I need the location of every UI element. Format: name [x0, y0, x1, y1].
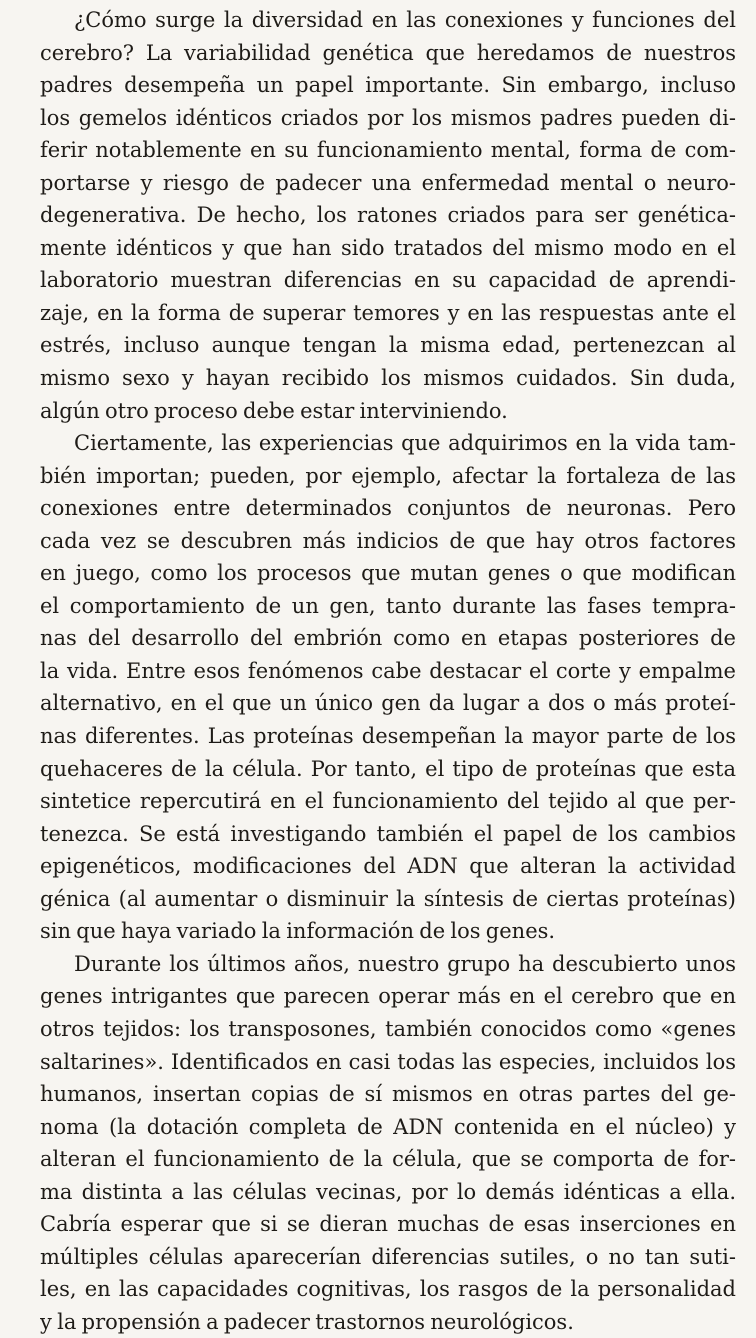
text-line: algún otro proceso debe estar interviniendo. [40, 398, 508, 423]
text-line: portarse y riesgo de padecer una enfermedad mental o neuro- [40, 170, 736, 195]
text-line: saltarines». Identificados en casi todas las especies, incluidos los [40, 1049, 736, 1074]
text-line: cada vez se descubren más indicios de que hay otros factores [40, 528, 736, 553]
text-line: degenerativa. De hecho, los ratones criados para ser genética- [40, 203, 736, 228]
text-line: humanos, insertan copias de sí mismos en otras partes del ge- [40, 1082, 736, 1107]
text-line: laboratorio muestran diferencias en su capacidad de aprendi- [40, 268, 736, 293]
text-line: ¿Cómo surge la diversidad en las conexiones y funciones del [74, 8, 736, 32]
text-line: la vida. Entre esos fenómenos cabe destacar el corte y empalme [40, 658, 736, 683]
article-body [40, 4, 736, 1338]
text-line: bién importan; pueden, por ejemplo, afectar la fortaleza de las [40, 463, 736, 488]
text-line: cerebro? La variabilidad genética que heredamos de nuestros [40, 40, 736, 65]
text-line: ma distinta a las células vecinas, por lo demás idénticas a ella. [40, 1179, 736, 1204]
text-line: ferir notablemente en su funcionamiento mental, forma de com- [40, 138, 736, 163]
text-line: estrés, incluso aunque tengan la misma edad, pertenezcan al [40, 333, 736, 358]
text-line: mente idénticos y que han sido tratados del mismo modo en el [40, 235, 736, 260]
text-line: sin que haya variado la información de los genes. [40, 919, 556, 944]
text-line: zaje, en la forma de superar temores y en las respuestas ante el [40, 300, 736, 325]
text-line: quehaceres de la célula. Por tanto, el tipo de proteínas que esta [40, 756, 736, 781]
text-line: genes intrigantes que parecen operar más en el cerebro que en [40, 984, 736, 1009]
paragraph-2 [40, 427, 736, 948]
text-line: Ciertamente, las experiencias que adquirimos en la vida tam- [74, 431, 736, 456]
text-line: padres desempeña un papel importante. Sin embargo, incluso [40, 73, 736, 98]
text-line: noma (la dotación completa de ADN contenida en el núcleo) y [40, 1114, 736, 1139]
text-line: alternativo, en el que un único gen da lugar a dos o más proteí- [40, 691, 736, 716]
text-line: otros tejidos: los transposones, también conocidos como «genes [40, 1016, 736, 1041]
text-line: conexiones entre determinados conjuntos de neuronas. Pero [40, 496, 736, 521]
text-line: múltiples células aparecerían diferencias sutiles, o no tan suti- [40, 1244, 736, 1269]
text-line: Durante los últimos años, nuestro grupo ha descubierto unos [74, 951, 736, 976]
text-line: sintetice repercutirá en el funcionamiento del tejido al que per- [40, 789, 736, 814]
text-line: nas diferentes. Las proteínas desempeñan la mayor parte de los [40, 724, 736, 749]
text-line: los gemelos idénticos criados por los mismos padres pueden di- [40, 105, 736, 130]
text-line: nas del desarrollo del embrión como en etapas posteriores de [40, 626, 736, 651]
text-line: epigenéticos, modificaciones del ADN que alteran la actividad [40, 854, 736, 879]
text-line: el comportamiento de un gen, tanto durante las fases tempra- [40, 593, 736, 618]
paragraph-1 [40, 4, 736, 427]
text-line: alteran el funcionamiento de la célula, que se comporta de for- [40, 1147, 736, 1172]
text-line: tenezca. Se está investigando también el papel de los cambios [40, 821, 736, 846]
paragraph-3 [40, 948, 736, 1338]
text-line: les, en las capacidades cognitivas, los rasgos de la personalidad [40, 1277, 736, 1302]
text-line: Cabría esperar que si se dieran muchas de esas inserciones en [40, 1212, 736, 1237]
text-line: mismo sexo y hayan recibido los mismos cuidados. Sin duda, [40, 366, 736, 391]
text-line: génica (al aumentar o disminuir la síntesis de ciertas proteínas) [40, 886, 736, 911]
text-line: y la propensión a padecer trastornos neurológicos. [40, 1309, 574, 1334]
text-line: en juego, como los procesos que mutan genes o que modifican [40, 561, 736, 586]
